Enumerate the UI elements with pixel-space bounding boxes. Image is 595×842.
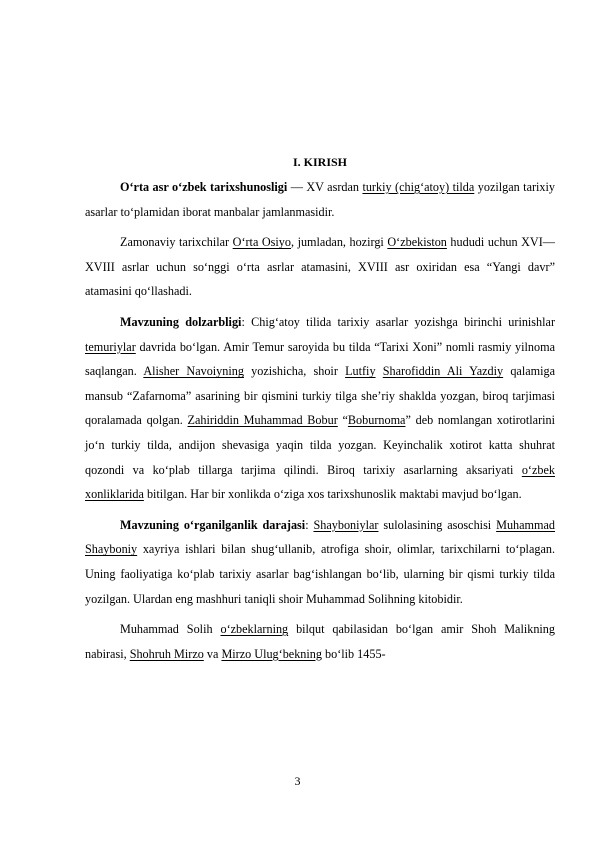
term-bold: Mavzuning o‘rganilganlik darajasi xyxy=(120,517,306,532)
link-turkiy-tilda[interactable]: turkiy (chig‘atoy) tilda xyxy=(362,180,475,194)
text: yozishicha, shoir xyxy=(243,364,346,379)
text: Zamonaviy tarixchilar xyxy=(120,235,233,250)
page-number: 3 xyxy=(294,774,301,788)
page-content xyxy=(85,154,555,666)
paragraph-4 xyxy=(85,513,555,611)
text: sulolasining asoschisi xyxy=(378,517,497,532)
text: va xyxy=(203,646,222,661)
text xyxy=(376,364,383,378)
text: xayriya ishlari bilan shug‘ullanib, atrofiga shoir, olimlar, tarixchilarni to‘plagan. Uning faoliyatiga ko‘plab tarixiy asarlar bag‘ishlangan bo‘lib, ularning bir qismi turkiy tilda yozilgan. Ulardan eng mashhuri taniqli shoir Muhammad Solihning kitobidir. xyxy=(85,542,555,606)
term-bold: Mavzuning dolzarbligi xyxy=(120,314,242,329)
text: yozilgan tarixiy asarlar to‘plamidan iborat manbalar jamlanmasidir. xyxy=(85,180,555,219)
text: Muhammad Solih xyxy=(120,622,221,637)
text: bitilgan. Har bir xonlikda o‘ziga xos tarixshunoslik maktabi mavjud bo‘lgan. xyxy=(143,487,522,502)
term-bold: O‘rta asr o‘zbek tarixshunosligi xyxy=(120,180,288,194)
link-orta-osiyo[interactable]: O‘rta Osiyo xyxy=(232,235,291,250)
link-shohruh-mirzo[interactable]: Shohruh Mirzo xyxy=(129,646,204,661)
paragraph-1 xyxy=(85,175,555,224)
link-mirzo-ulugbek[interactable]: Mirzo Ulug‘bekning xyxy=(221,646,322,661)
text: “ xyxy=(337,413,348,428)
paragraph-2 xyxy=(85,230,555,304)
text: hududi uchun XVI—XVIII asrlar uchun so‘nggi o‘rta asrlar atamasini, XVIII asr oxiridan esa “Yangi davr” atamasini qo‘llashadi. xyxy=(85,235,555,299)
link-alisher-navoiy[interactable]: Alisher Navoiyning xyxy=(143,364,244,379)
link-sharofiddin-ali-yazdiy[interactable]: Sharofiddin Ali Yazdiy xyxy=(382,364,504,379)
text: ” deb nomlangan xotirotlarini jo‘n turkiy tilda, andijon shevasiga yaqin tilda yozgan. Keyinchalik xotirot katta shuhrat qozondi va ko‘plab tillarga tarjima qilindi. Biroq tarixiy asarlarning aksariyati xyxy=(85,413,556,477)
text: davrida bo‘lgan. Amir Temur saroyida bu tilda “Tarixi Xoni” nomli rasmiy yilnoma saqlangan. xyxy=(85,339,555,379)
paragraph-5 xyxy=(85,617,555,666)
link-temuriylar[interactable]: temuriylar xyxy=(85,339,136,354)
text: : Chig‘atoy tilida tarixiy asarlar yozishga birinchi urinishlar xyxy=(241,314,556,329)
link-ozbek-xonliklari[interactable]: o‘zbek xonliklarida xyxy=(85,462,555,502)
text: , jumladan, hozirgi xyxy=(291,235,388,250)
text: bilqut qabilasidan bo‘lgan amir Shoh Malikning nabirasi, xyxy=(85,622,555,661)
paragraph-3 xyxy=(85,310,555,507)
link-zahiriddin-bobur[interactable]: Zahiriddin Muhammad Bobur xyxy=(187,413,338,428)
text: qalamiga mansub “Zafarnoma” asarining bir qismini turkiy tilga she’riy shaklda yozgan, biroq tarjimasi qoralamada qolgan. xyxy=(85,364,555,428)
text: — XV asrdan xyxy=(287,180,363,194)
text: : xyxy=(305,517,314,532)
text: bo‘lib 1455- xyxy=(321,646,386,661)
link-shayboniylar[interactable]: Shayboniylar xyxy=(313,517,379,532)
link-ozbeklar[interactable]: o‘zbeklarning xyxy=(220,622,289,637)
link-ozbekiston[interactable]: O‘zbekiston xyxy=(387,235,447,250)
section-heading: I. KIRISH xyxy=(292,155,348,169)
link-lutfiy[interactable]: Lutfiy xyxy=(345,364,376,379)
link-boburnoma[interactable]: Boburnoma xyxy=(347,413,406,428)
link-muhammad-shayboniy[interactable]: Muhammad Shayboniy xyxy=(85,517,556,557)
